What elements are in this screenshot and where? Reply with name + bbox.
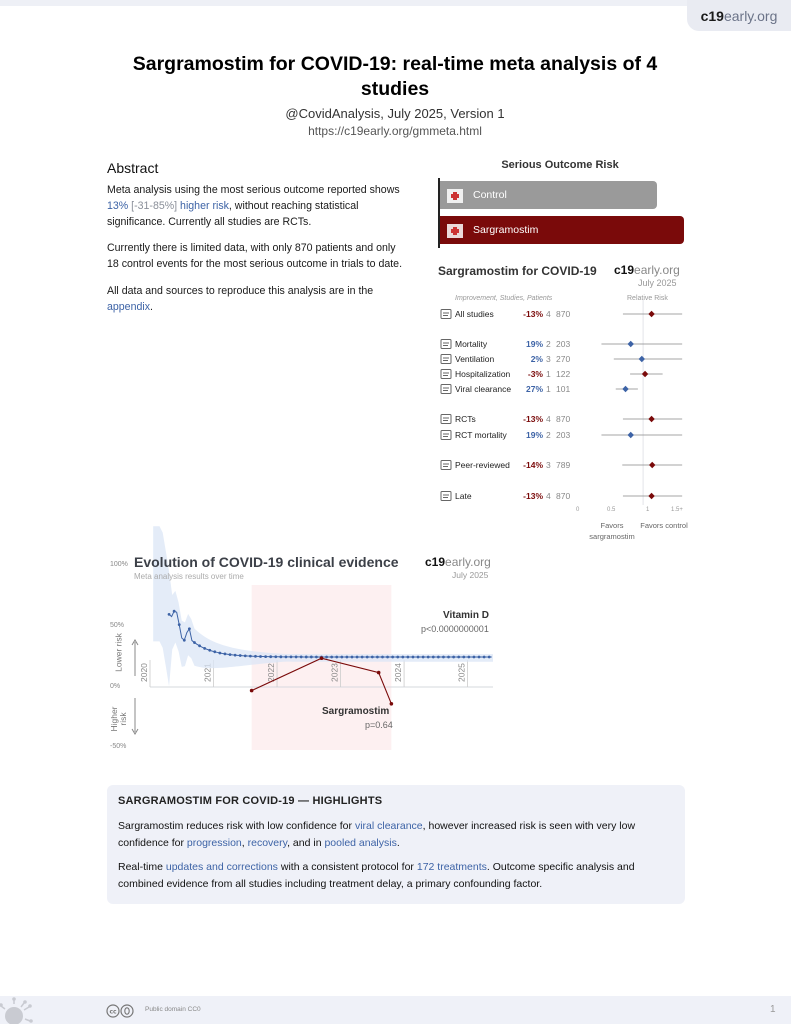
vitamin-d-point xyxy=(483,656,486,659)
vitamin-d-point xyxy=(437,656,440,659)
forest-x-tick: 1.5+ xyxy=(671,507,683,513)
vitamin-d-point xyxy=(442,656,445,659)
treatments-link[interactable]: 172 treatments xyxy=(416,861,487,873)
vitamin-d-point xyxy=(356,656,359,659)
forest-row-label: Viral clearance xyxy=(455,384,512,394)
vitamin-d-point xyxy=(447,656,450,659)
vitamin-d-point xyxy=(295,656,298,659)
forest-row-improvement: 2% xyxy=(530,354,543,364)
forest-row-studies: 2 xyxy=(546,430,551,440)
forest-row-studies: 1 xyxy=(546,384,551,394)
hl-text: , however increased risk is seen with very low confidence for xyxy=(118,820,636,849)
forest-row-label: All studies xyxy=(455,309,494,319)
highlights-title: SARGRAMOSTIM FOR COVID-19 — HIGHLIGHTS xyxy=(118,795,383,807)
vitamin-d-point xyxy=(488,656,491,659)
forest-x-tick: 1 xyxy=(646,507,650,513)
page-url[interactable]: https://c19early.org/gmmeta.html xyxy=(308,124,482,138)
vitamin-d-point xyxy=(386,656,389,659)
subtitle-date: , July 2025, Version 1 xyxy=(380,106,505,121)
forest-row-patients: 270 xyxy=(556,354,571,364)
forest-column-header-left: Improvement, Studies, Patients xyxy=(455,295,553,302)
vitamin-d-point xyxy=(432,656,435,659)
hl-text: , and in xyxy=(287,837,322,849)
vitamin-d-point xyxy=(285,655,288,658)
year-label: 2021 xyxy=(202,663,213,682)
vitamin-d-point xyxy=(335,656,338,659)
vitamin-d-point xyxy=(478,656,481,659)
forest-row-studies: 3 xyxy=(546,460,551,470)
abstract-heading: Abstract xyxy=(107,160,159,176)
forest-row-patients: 789 xyxy=(556,460,571,470)
forest-row-studies: 4 xyxy=(546,309,551,319)
vitamin-d-point xyxy=(325,656,328,659)
cc0-license-icon[interactable] xyxy=(106,1004,140,1018)
vitamin-d-point xyxy=(457,656,460,659)
highlights-box xyxy=(107,785,685,904)
forest-row-improvement: 19% xyxy=(525,430,543,440)
abstract-text: Meta analysis using the most serious outcome reported shows xyxy=(107,184,400,196)
vitamin-d-point xyxy=(376,656,379,659)
forest-row-label: Peer-reviewed xyxy=(455,460,510,470)
vitamin-d-point xyxy=(218,652,221,655)
vitamin-d-point xyxy=(173,610,176,613)
vitamin-d-point xyxy=(401,656,404,659)
forest-row-label: RCTs xyxy=(455,414,476,424)
higher-risk-link[interactable]: higher risk xyxy=(180,200,229,212)
vitamin-d-point xyxy=(224,652,227,655)
vitamin-d-p-value: p<0.0000000001 xyxy=(421,624,489,634)
updates-link[interactable]: updates and corrections xyxy=(165,861,278,873)
forest-row-studies: 2 xyxy=(546,339,551,349)
page-number: 1 xyxy=(770,1004,776,1015)
forest-row-improvement: 27% xyxy=(525,384,543,394)
license-text: Public domain CC0 xyxy=(145,1006,201,1013)
forest-row-improvement: 19% xyxy=(525,339,543,349)
treatment-label: Sargramostim xyxy=(473,224,539,236)
forest-row-patients: 870 xyxy=(556,491,571,501)
y-tick-label: 100% xyxy=(110,561,128,568)
forest-row-patients: 203 xyxy=(556,339,571,349)
vitamin-d-label: Vitamin D xyxy=(443,610,489,621)
vitamin-d-point xyxy=(269,655,272,658)
viral-clearance-link[interactable]: viral clearance xyxy=(354,820,423,832)
evolution-subtitle: Meta analysis results over time xyxy=(134,572,244,581)
forest-row-label: Hospitalization xyxy=(455,369,511,379)
risk-value: 13% xyxy=(107,200,129,212)
forest-row-improvement: -13% xyxy=(523,309,543,319)
vitamin-d-point xyxy=(467,656,470,659)
forest-row-label: Mortality xyxy=(455,339,488,349)
forest-date: July 2025 xyxy=(638,278,677,288)
abstract-paragraph-2: Currently there is limited data, with only 870 patients and only 18 control events for the most serious outcome in trials to date. xyxy=(107,242,403,270)
hl-text: . xyxy=(396,837,400,849)
forest-row-label: Ventilation xyxy=(455,354,495,364)
vitamin-d-point xyxy=(427,656,430,659)
evolution-date: July 2025 xyxy=(452,570,489,580)
lower-risk-arrow xyxy=(132,640,138,676)
vitamin-d-point xyxy=(417,656,420,659)
vitamin-d-point xyxy=(198,644,201,647)
y-tick-label: -50% xyxy=(110,743,127,750)
vitamin-d-point xyxy=(188,627,191,630)
favors-left-label: Favors sargramostim xyxy=(589,521,635,541)
vitamin-d-point xyxy=(183,639,186,642)
year-label: 2020 xyxy=(139,663,149,682)
higher-risk-arrow xyxy=(132,698,138,734)
sargramostim-point xyxy=(320,656,324,660)
hl-text: Real-time xyxy=(118,861,163,873)
svg-text:cc: cc xyxy=(109,1008,117,1016)
abstract-text: . xyxy=(150,301,153,313)
vitamin-d-point xyxy=(381,656,384,659)
vitamin-d-point xyxy=(462,656,465,659)
vitamin-d-point xyxy=(249,655,252,658)
forest-row-improvement: -13% xyxy=(523,414,543,424)
vitamin-d-point xyxy=(315,656,318,659)
vitamin-d-point xyxy=(351,656,354,659)
vitamin-d-point xyxy=(234,654,237,657)
abstract-text: , without reaching statistical significance. Currently all studies are RCTs. xyxy=(107,200,359,228)
highlights-paragraph-2 xyxy=(118,859,674,893)
logo-rest: early.org xyxy=(634,263,680,277)
vitamin-d-point xyxy=(239,654,242,657)
logo-rest: early.org xyxy=(445,555,491,569)
sargramostim-point xyxy=(390,702,394,706)
vitamin-d-point xyxy=(259,655,262,658)
brand-bold: c19 xyxy=(700,8,724,24)
vitamin-d-point xyxy=(371,656,374,659)
forest-row-studies: 4 xyxy=(546,414,551,424)
vitamin-d-point xyxy=(290,655,293,658)
year-label: 2025 xyxy=(456,663,467,682)
sargramostim-point xyxy=(377,671,381,675)
forest-row-improvement: -3% xyxy=(527,369,543,379)
abstract-text: All data and sources to reproduce this analysis are in the xyxy=(107,285,374,297)
y-tick-label: 50% xyxy=(110,622,125,629)
vitamin-d-point xyxy=(178,623,181,626)
forest-column-header-right: Relative Risk xyxy=(627,295,668,302)
vitamin-d-point xyxy=(229,653,232,656)
vitamin-d-point xyxy=(340,656,343,659)
vitamin-d-point xyxy=(310,656,313,659)
pooled-analysis-link[interactable]: pooled analysis xyxy=(324,837,397,849)
progression-link[interactable]: progression xyxy=(186,837,242,849)
forest-row-patients: 870 xyxy=(556,309,571,319)
forest-row-patients: 870 xyxy=(556,414,571,424)
forest-row-improvement: -13% xyxy=(523,491,543,501)
twitter-handle-link[interactable]: @CovidAnalysis xyxy=(285,106,381,121)
y-tick-label: 0% xyxy=(110,683,121,690)
page-title: Sargramostim for COVID-19: real-time meta analysis of 4 studies xyxy=(132,53,658,100)
vitamin-d-point xyxy=(305,656,308,659)
appendix-link[interactable]: appendix xyxy=(107,301,151,313)
vitamin-d-point xyxy=(254,655,257,658)
forest-row-patients: 203 xyxy=(556,430,571,440)
forest-row-studies: 4 xyxy=(546,491,551,501)
vitamin-d-point xyxy=(391,656,394,659)
vitamin-d-point xyxy=(264,655,267,658)
forest-x-tick: 0.5 xyxy=(607,507,616,513)
serious-outcome-title: Serious Outcome Risk xyxy=(501,159,619,171)
vitamin-d-point xyxy=(473,656,476,659)
virus-icon xyxy=(0,990,40,1024)
vitamin-d-point xyxy=(412,656,415,659)
forest-title: Sargramostim for COVID-19 xyxy=(438,264,597,278)
recovery-link[interactable]: recovery xyxy=(247,837,288,849)
vitamin-d-point xyxy=(208,649,211,652)
sargramostim-p-value: p=0.64 xyxy=(365,720,393,730)
vitamin-d-point xyxy=(168,613,171,616)
vitamin-d-point xyxy=(193,641,196,644)
year-label: 2024 xyxy=(393,663,404,682)
year-label: 2023 xyxy=(329,663,340,682)
forest-row-label: Late xyxy=(455,491,472,501)
evolution-title: Evolution of COVID-19 clinical evidence xyxy=(134,554,399,570)
hl-text: Sargramostim reduces risk with low confidence for xyxy=(118,820,353,832)
logo-bold: c19 xyxy=(614,263,635,277)
hl-text: , xyxy=(241,837,245,849)
vitamin-d-point xyxy=(213,650,216,653)
vitamin-d-point xyxy=(452,656,455,659)
vitamin-d-point xyxy=(274,655,277,658)
vitamin-d-point xyxy=(330,656,333,659)
vitamin-d-point xyxy=(366,656,369,659)
hl-text: . Outcome specific analysis and combined evidence from all studies including treatment delay, a primary confounding factor. xyxy=(118,861,635,890)
evolution-logo xyxy=(425,555,491,569)
vitamin-d-point xyxy=(396,656,399,659)
forest-row-patients: 101 xyxy=(556,384,571,394)
favors-right-label: Favors control xyxy=(640,521,688,530)
vitamin-d-point xyxy=(244,654,247,657)
sargramostim-label: Sargramostim xyxy=(322,706,390,717)
vitamin-d-point xyxy=(406,656,409,659)
vitamin-d-point xyxy=(300,656,303,659)
sargramostim-point xyxy=(250,689,254,693)
year-label: 2022 xyxy=(266,663,277,682)
highlights-paragraph-1 xyxy=(118,818,674,852)
hl-text: with a consistent protocol for xyxy=(280,861,414,873)
forest-row-label: RCT mortality xyxy=(455,430,507,440)
control-label: Control xyxy=(473,189,507,201)
brand-rest: early.org xyxy=(723,8,778,24)
vitamin-d-point xyxy=(361,656,364,659)
vitamin-d-point xyxy=(346,656,349,659)
forest-row-patients: 122 xyxy=(556,369,571,379)
higher-risk-label: Higher risk xyxy=(109,706,128,732)
confidence-interval: [-31-85%] xyxy=(131,200,178,212)
lower-risk-label: Lower risk xyxy=(113,633,124,672)
vitamin-d-point xyxy=(203,647,206,650)
vitamin-d-point xyxy=(422,656,425,659)
forest-row-studies: 1 xyxy=(546,369,551,379)
forest-row-studies: 3 xyxy=(546,354,551,364)
vitamin-d-point xyxy=(279,655,282,658)
logo-bold: c19 xyxy=(425,555,446,569)
forest-row-improvement: -14% xyxy=(523,460,543,470)
forest-x-tick: 0 xyxy=(576,507,580,513)
